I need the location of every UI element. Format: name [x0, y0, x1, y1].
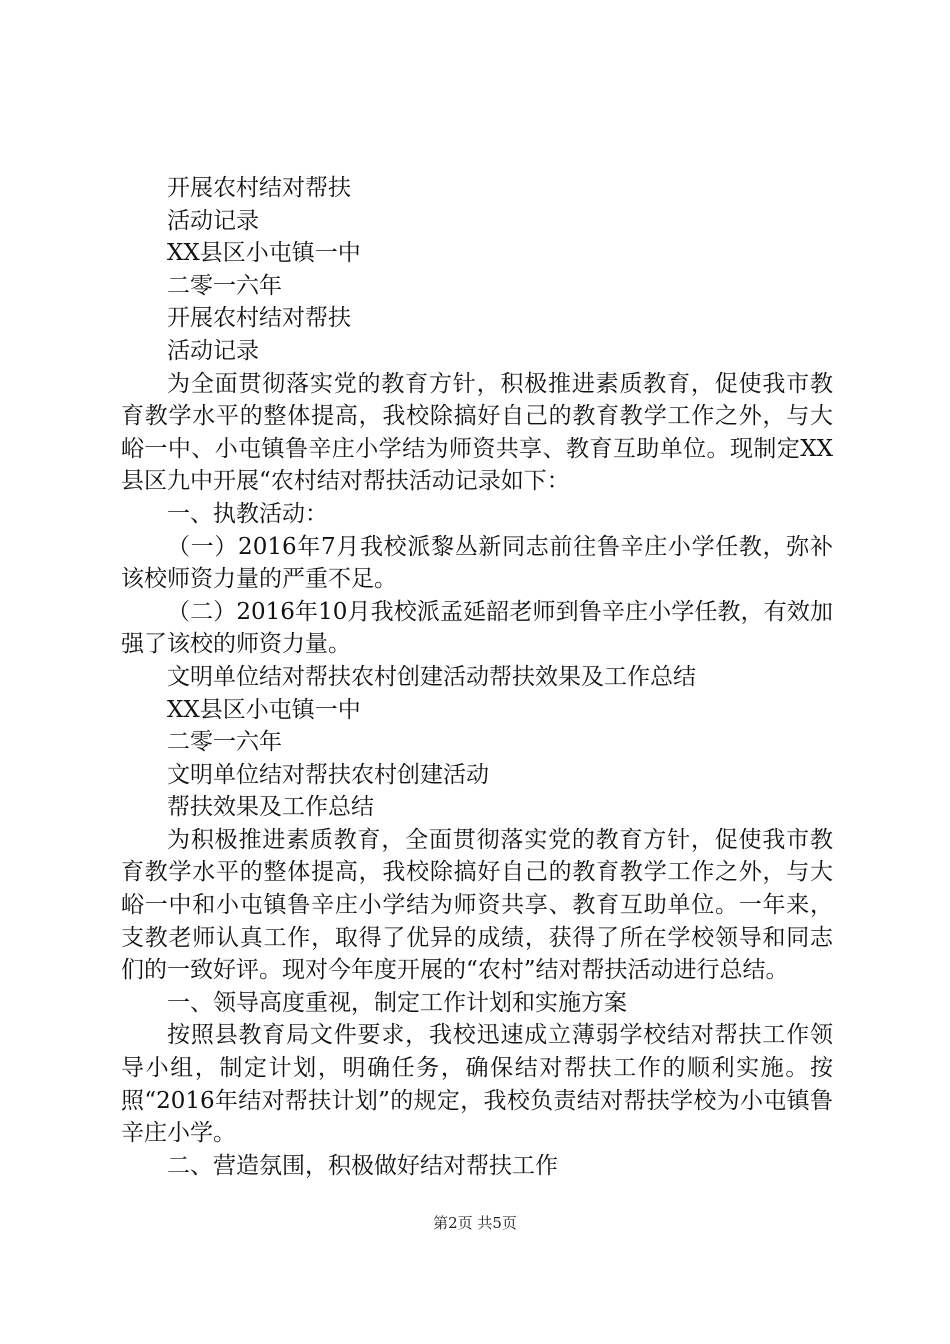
leadership-paragraph: 按照县教育局文件要求，我校迅速成立薄弱学校结对帮扶工作领导小组，制定计划，明确任务，确保结对帮扶工作的顺利实施。按照“2016年结对帮扶计划”的规定，我校负责结对帮扶学校为小屯镇鲁辛庄小学。: [121, 1022, 833, 1147]
section-heading-teaching: 一、执教活动：: [167, 500, 328, 527]
title-line-3: 开展农村结对帮扶: [167, 305, 351, 332]
page-number: 第2页 共5页: [433, 1214, 517, 1232]
title-line-4: 活动记录: [167, 337, 259, 364]
summary-school-name: XX县区小屯镇一中: [167, 696, 361, 723]
teaching-item-2: （二）2016年10月我校派孟延韶老师到鲁辛庄小学任教，有效加强了该校的师资力量。: [121, 598, 833, 658]
title-line-1: 开展农村结对帮扶: [167, 175, 351, 201]
intro-paragraph: 为全面贯彻落实党的教育方针，积极推进素质教育，促使我市教育教学水平的整体提高，我校除搞好自己的教育教学工作之外，与大峪一中、小屯镇鲁辛庄小学结为师资共享、教育互助单位。现制定XX县区九中开展“农村结对帮扶活动记录如下：: [121, 370, 833, 495]
school-name: XX县区小屯镇一中: [167, 240, 361, 267]
section-heading-leadership: 一、领导高度重视，制定工作计划和实施方案: [167, 989, 627, 1016]
year-line: 二零一六年: [167, 272, 282, 299]
section-heading-atmosphere: 二、营造氛围，积极做好结对帮扶工作: [167, 1152, 558, 1179]
summary-title-line: 文明单位结对帮扶农村创建活动帮扶效果及工作总结: [167, 663, 696, 690]
title-line-2: 活动记录: [167, 207, 259, 234]
summary-title-line-2: 文明单位结对帮扶农村创建活动: [167, 761, 489, 788]
summary-paragraph: 为积极推进素质教育，全面贯彻落实党的教育方针，促使我市教育教学水平的整体提高，我校除搞好自己的教育教学工作之外，与大峪一中和小屯镇鲁辛庄小学结为师资共享、教育互助单位。一年来，支教老师认真工作，取得了优异的成绩，获得了所在学校领导和同志们的一致好评。现对今年度开展的“农村”结对帮扶活动进行总结。: [121, 826, 833, 984]
document-body: [121, 172, 833, 1182]
summary-title-line-3: 帮扶效果及工作总结: [167, 794, 374, 821]
teaching-item-1: （一）2016年7月我校派黎丛新同志前往鲁辛庄小学任教，弥补该校师资力量的严重不足。: [121, 533, 833, 593]
summary-year-line: 二零一六年: [167, 729, 282, 756]
